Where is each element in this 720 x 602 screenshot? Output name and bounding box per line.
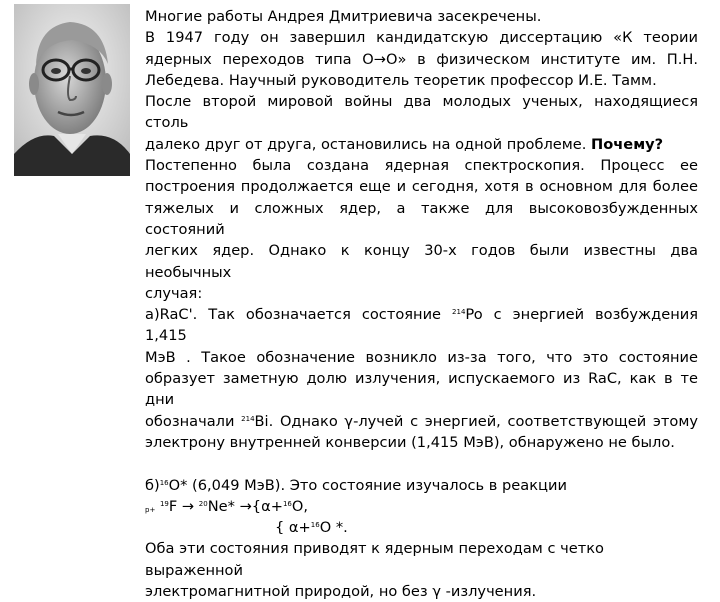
line-18 [145,475,698,496]
line-3-part-2: О» в физическом институте им. П.Н. [386,50,699,68]
reaction-part-2: Ne* [207,497,240,515]
line-6-text: далеко друг от друга, остановились на одной проблеме. [145,135,587,153]
line-3-part-1: ядерных переходов типа О [145,50,374,68]
arrow-symbol: → [181,497,195,515]
blank-line [145,453,698,474]
portrait-icon [14,4,130,176]
line-15 [145,411,698,432]
article-text [145,6,698,602]
subscript-p: p+ [145,505,156,514]
line-4: Лебедева. Научный руководитель теоретик профессор И.Е. Тамм. [145,71,657,89]
line-21: Оба эти состояния приводят к ядерным переходам с четко выраженной [145,540,604,579]
line-18-part-1: б) [145,476,160,494]
reaction2-part-2: O *. [319,519,348,537]
superscript: 16 [159,478,169,487]
arrow-symbol: → [239,497,252,515]
arrow-symbol: → [373,50,386,68]
portrait-photo [14,4,130,176]
superscript: 214 [452,308,466,317]
superscript: 16 [310,521,320,530]
line-15-part-1: обозначали [145,412,242,430]
superscript: 19 [159,499,169,508]
line-12-part-2: Po с энергией возбуждения 1,415 [145,306,698,345]
line-22: электромагнитной природой, но без γ -излучения. [145,583,537,601]
line-10: легких ядер. Однако к концу 30-х годов были известны два необычных [145,242,698,281]
line-16: электрону внутренней конверсии (1,415 МэВ), обнаружено не было. [145,433,675,451]
reaction-line-2 [145,517,698,538]
line-5: После второй мировой войны два молодых ученых, находящиеся столь [145,93,698,132]
superscript: 16 [282,499,292,508]
line-12-part-1: а)RaC'. Так обозначается состояние [145,306,453,324]
reaction-part-4: O, [291,497,308,515]
line-6 [145,134,698,155]
line-7: Постепенно была создана ядерная спектроскопия. Процесс ее [145,157,698,175]
question-bold: Почему? [591,135,664,153]
line-14: образует заметную долю излучения, испускаемого из RaC, как в те дни [145,370,698,409]
line-15-part-2: Bi. Однако γ-лучей с энергией, соответствующей этому [254,412,698,430]
superscript: 20 [198,499,208,508]
reaction-line [145,496,698,517]
reaction2-part-1: { α+ [275,519,311,537]
line-8: построения продолжается еще и сегодня, хотя в основном для более [145,178,698,196]
line-3 [145,49,698,70]
line-2: В 1947 году он завершил кандидатскую диссертацию «К теории [145,29,698,47]
superscript: 214 [241,414,255,423]
reaction-part-3: {α+ [251,497,283,515]
line-13: МэВ . Такое обозначение возникло из-за того, что это состояние [145,348,698,366]
reaction-part-1: F [168,497,182,515]
line-9: тяжелых и сложных ядер, а также для высоковозбужденных состояний [145,199,698,238]
line-11: случая: [145,284,203,302]
line-18-part-2: О* (6,049 МэВ). Это состояние изучалось в реакции [168,476,567,494]
line-12 [145,304,698,347]
line-1: Многие работы Андрея Дмитриевича засекречены. [145,8,542,25]
